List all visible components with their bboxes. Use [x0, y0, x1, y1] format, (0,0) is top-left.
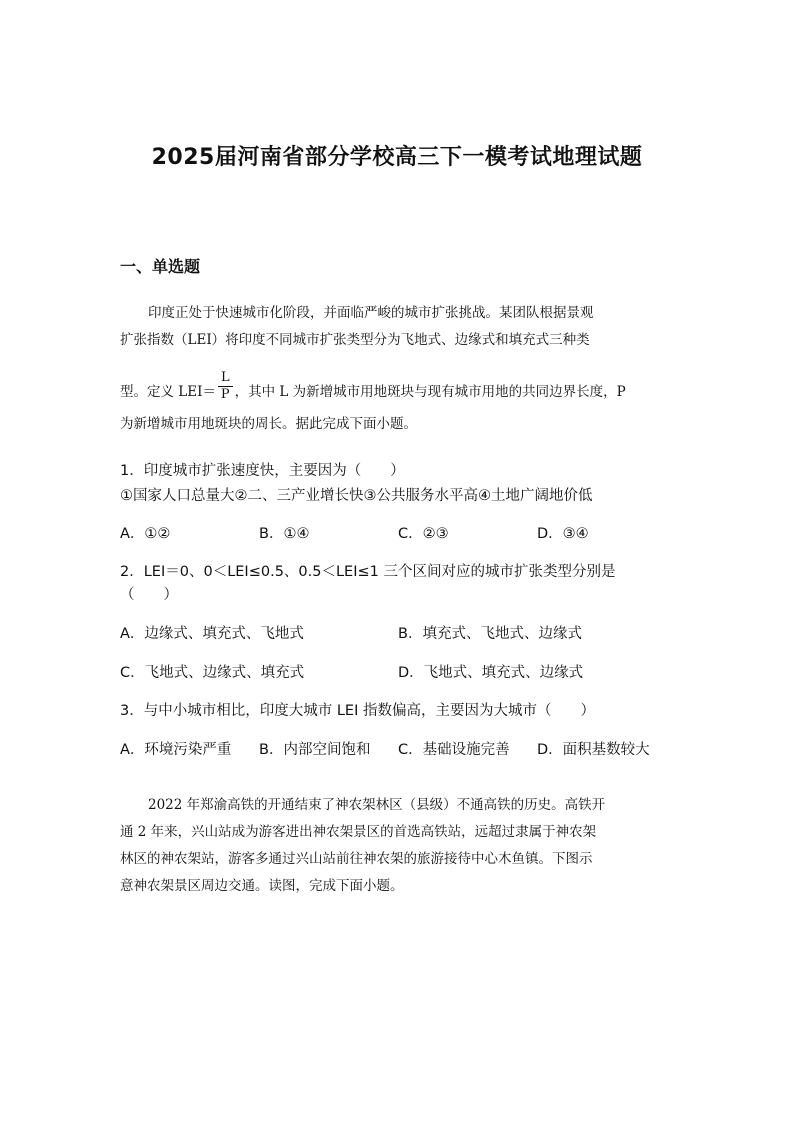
question-2-option-c[interactable]: C．飞地式、边缘式、填充式: [120, 665, 305, 681]
question-3-option-c[interactable]: C．基础设施完善: [398, 742, 510, 758]
passage-2-line-2: 通 2 年来，兴山站成为游客进出神农架景区的首选高铁站，远超过隶属于神农架: [120, 824, 597, 840]
passage-1-line-4: 为新增城市用地斑块的周长。据此完成下面小题。: [120, 416, 417, 432]
question-2-stem: 2．LEI＝0、0＜LEI≤0.5、0.5＜LEI≤1 三个区间对应的城市扩张类型分别是: [120, 564, 616, 580]
question-3-stem: 3．与中小城市相比，印度大城市 LEI 指数偏高，主要因为大城市（ ）: [120, 703, 595, 719]
passage-1: [120, 300, 694, 354]
passage-2-line-1: 2022 年郑渝高铁的开通结束了神农架林区（县级）不通高铁的历史。高铁开: [148, 797, 606, 813]
question-2-option-a[interactable]: A．边缘式、填充式、飞地式: [120, 626, 304, 642]
question-3-option-a[interactable]: A．环境污染严重: [120, 742, 232, 758]
section-heading: 一、单选题: [120, 257, 201, 276]
passage-2-line-4: 意神农架景区周边交通。读图，完成下面小题。: [120, 878, 404, 894]
passage-1-formula-line: [120, 372, 694, 412]
question-1-stem: 1．印度城市扩张速度快，主要因为（ ）: [120, 463, 405, 479]
fraction-numerator: L: [218, 370, 233, 387]
question-2-option-b[interactable]: B．填充式、飞地式、边缘式: [398, 626, 582, 642]
formula-prefix: 型。定义 LEI＝: [120, 384, 216, 400]
question-3-option-b[interactable]: B．内部空间饱和: [259, 742, 371, 758]
passage-2: [120, 792, 694, 900]
question-1-option-b[interactable]: B．①④: [259, 526, 310, 542]
passage-1-line-2: 扩张指数（LEI）将印度不同城市扩张类型分为飞地式、边缘式和填充式三种类: [120, 332, 590, 348]
question-1-option-d[interactable]: D．③④: [537, 526, 589, 542]
question-1-items: ①国家人口总量大②二、三产业增长快③公共服务水平高④土地广阔地价低: [120, 488, 593, 504]
question-3-option-d[interactable]: D．面积基数较大: [537, 742, 650, 758]
passage-2-line-3: 林区的神农架站，游客多通过兴山站前往神农架的旅游接待中心木鱼镇。下图示: [120, 851, 593, 867]
page-title: 2025届河南省部分学校高三下一模考试地理试题: [151, 145, 643, 170]
question-2-option-d[interactable]: D．飞地式、填充式、边缘式: [398, 665, 584, 681]
question-1-option-c[interactable]: C．②③: [398, 526, 449, 542]
formula-suffix: ，其中 L 为新增城市用地斑块与现有城市用地的共同边界长度，P: [234, 384, 626, 400]
lei-fraction: [218, 370, 233, 403]
question-2-stem-cont: （ ）: [120, 587, 178, 603]
question-1-option-a[interactable]: A．①②: [120, 526, 171, 542]
passage-1-line-1: 印度正处于快速城市化阶段，并面临严峻的城市扩张挑战。某团队根据景观: [148, 305, 594, 321]
fraction-denominator: P: [220, 387, 230, 402]
